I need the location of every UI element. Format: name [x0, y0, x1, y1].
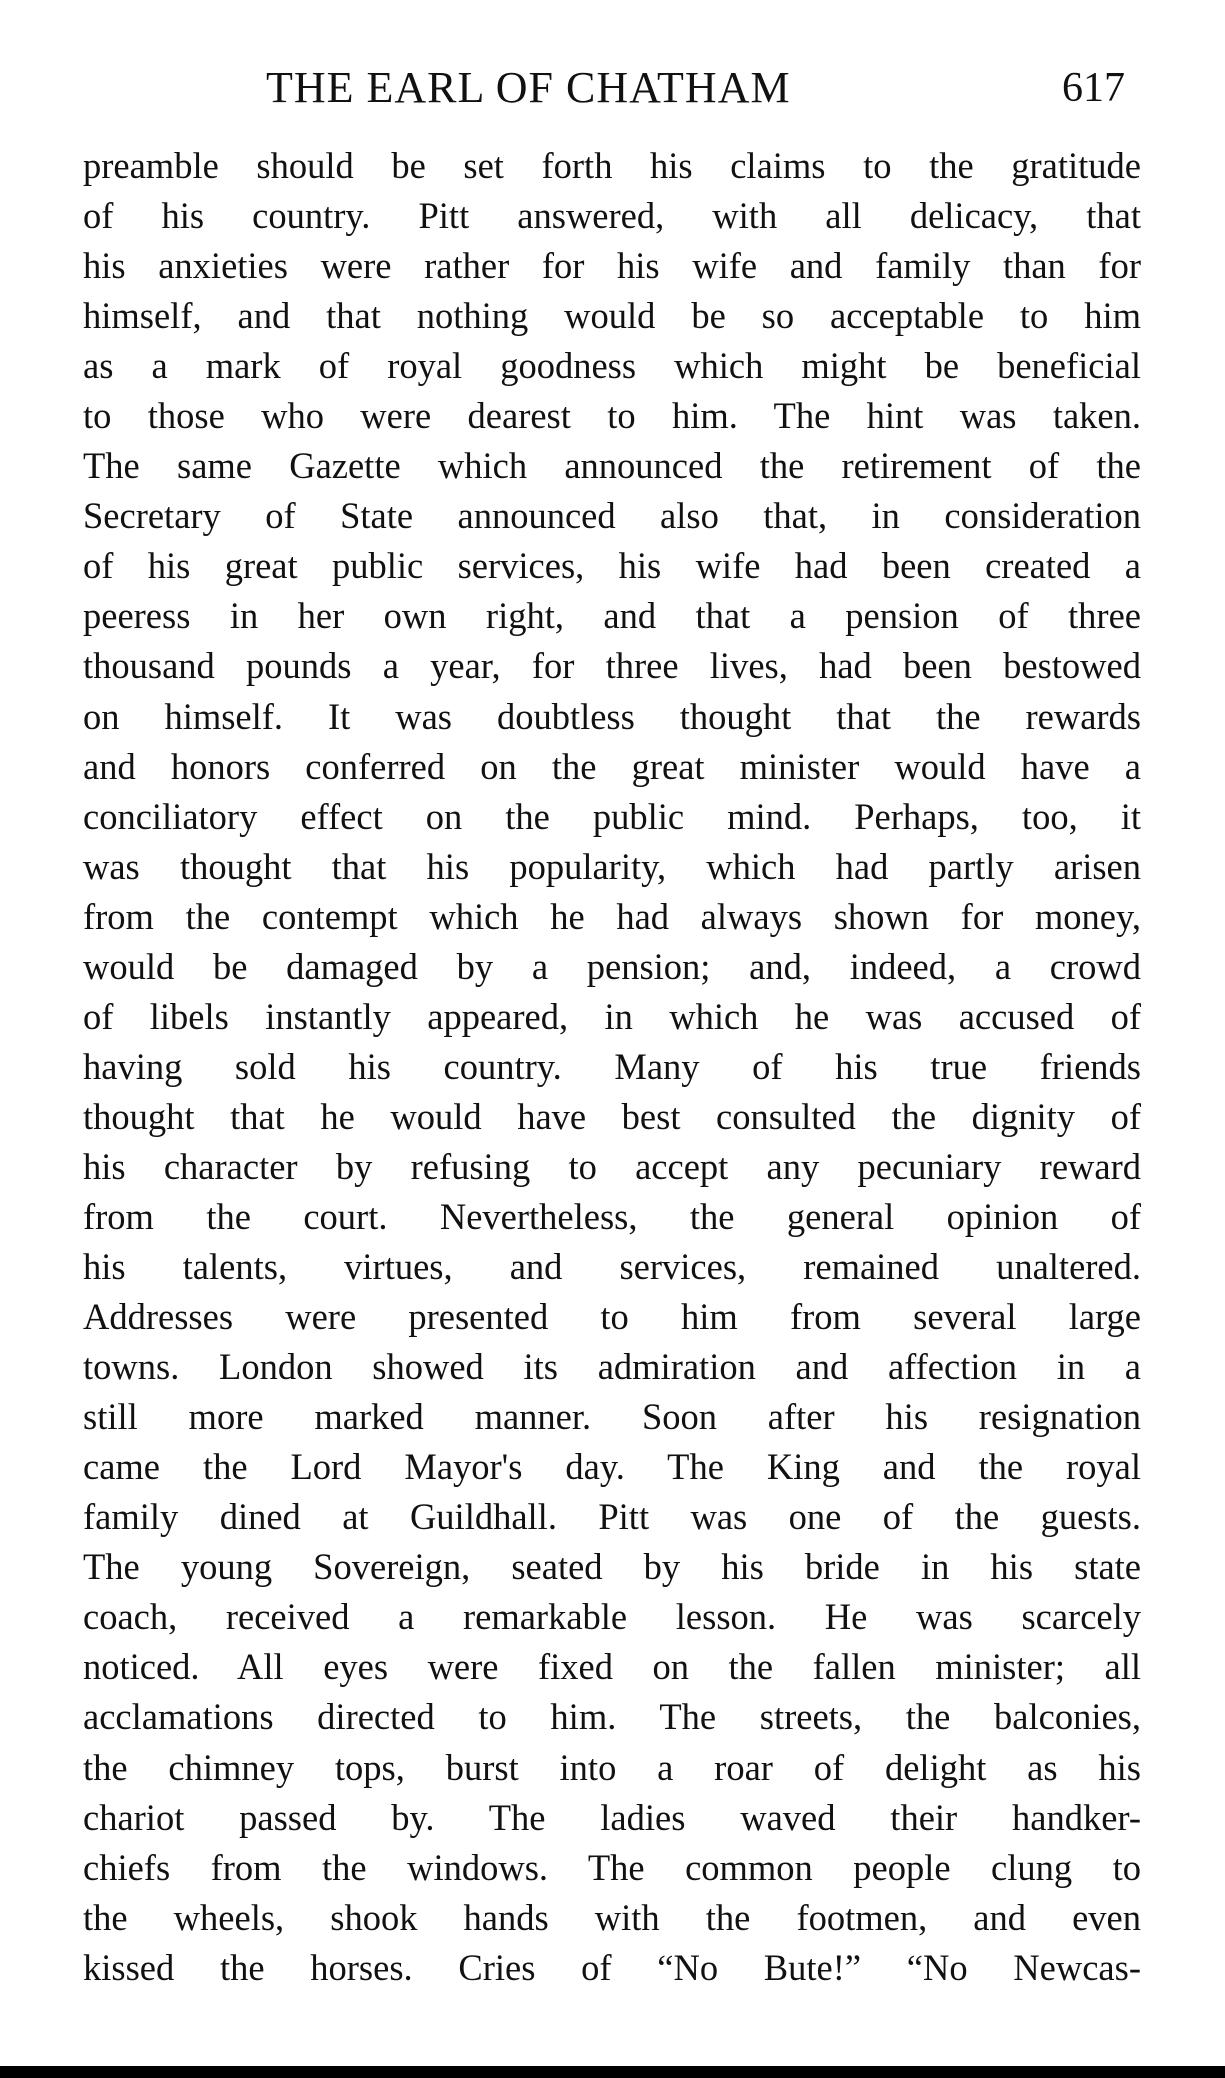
text-line: family dined at Guildhall. Pitt was one of the guests.	[83, 1496, 1141, 1538]
text-line: chariot passed by. The ladies waved their handker-	[83, 1796, 1141, 1838]
text-line: from the court. Nevertheless, the general opinion of	[83, 1195, 1141, 1237]
text-line: was thought that his popularity, which had partly arisen	[83, 845, 1141, 887]
page-number: 617	[1062, 65, 1125, 111]
bottom-rule	[0, 2066, 1225, 2078]
text-line: would be damaged by a pension; and, indeed, a crowd	[83, 945, 1141, 987]
running-title: THE EARL OF CHATHAM	[266, 63, 791, 112]
text-line: acclamations directed to him. The streets, the balconies,	[83, 1696, 1141, 1738]
page-header	[0, 58, 1225, 118]
text-line: having sold his country. Many of his true friends	[83, 1045, 1141, 1087]
text-line: on himself. It was doubtless thought that the rewards	[83, 695, 1141, 737]
text-line: the wheels, shook hands with the footmen, and even	[83, 1896, 1141, 1938]
text-line: himself, and that nothing would be so acceptable to him	[83, 295, 1141, 337]
text-line: chiefs from the windows. The common people clung to	[83, 1846, 1141, 1888]
text-line: kissed the horses. Cries of “No Bute!” “No Newcas-	[83, 1946, 1141, 1988]
text-line: Secretary of State announced also that, in consideration	[83, 495, 1141, 537]
text-line: still more marked manner. Soon after his resignation	[83, 1396, 1141, 1438]
text-line: his talents, virtues, and services, remained unaltered.	[83, 1246, 1141, 1288]
text-line: of his great public services, his wife had been created a	[83, 545, 1141, 587]
text-line: thought that he would have best consulted the dignity of	[83, 1095, 1141, 1137]
text-line: noticed. All eyes were fixed on the fallen minister; all	[83, 1646, 1141, 1688]
text-line: towns. London showed its admiration and affection in a	[83, 1346, 1141, 1388]
text-line: The same Gazette which announced the retirement of the	[83, 445, 1141, 487]
text-line: to those who were dearest to him. The hint was taken.	[83, 395, 1141, 437]
text-line: Addresses were presented to him from several large	[83, 1296, 1141, 1338]
text-line: came the Lord Mayor's day. The King and the royal	[83, 1446, 1141, 1488]
text-line: from the contempt which he had always shown for money,	[83, 895, 1141, 937]
text-line: of libels instantly appeared, in which he was accused of	[83, 995, 1141, 1037]
text-line: preamble should be set forth his claims to the gratitude	[83, 145, 1141, 186]
text-line: coach, received a remarkable lesson. He was scarcely	[83, 1596, 1141, 1638]
text-line: his anxieties were rather for his wife and family than for	[83, 245, 1141, 287]
text-line: peeress in her own right, and that a pension of three	[83, 595, 1141, 637]
body-text	[83, 141, 1141, 1993]
text-line: and honors conferred on the great minister would have a	[83, 745, 1141, 787]
text-line: as a mark of royal goodness which might be beneficial	[83, 345, 1141, 387]
text-line: thousand pounds a year, for three lives, had been bestowed	[83, 645, 1141, 687]
text-line: his character by refusing to accept any pecuniary reward	[83, 1145, 1141, 1187]
text-line: conciliatory effect on the public mind. Perhaps, too, it	[83, 795, 1141, 837]
text-line: The young Sovereign, seated by his bride in his state	[83, 1546, 1141, 1588]
text-line: the chimney tops, burst into a roar of delight as his	[83, 1746, 1141, 1788]
text-line: of his country. Pitt answered, with all delicacy, that	[83, 195, 1141, 237]
